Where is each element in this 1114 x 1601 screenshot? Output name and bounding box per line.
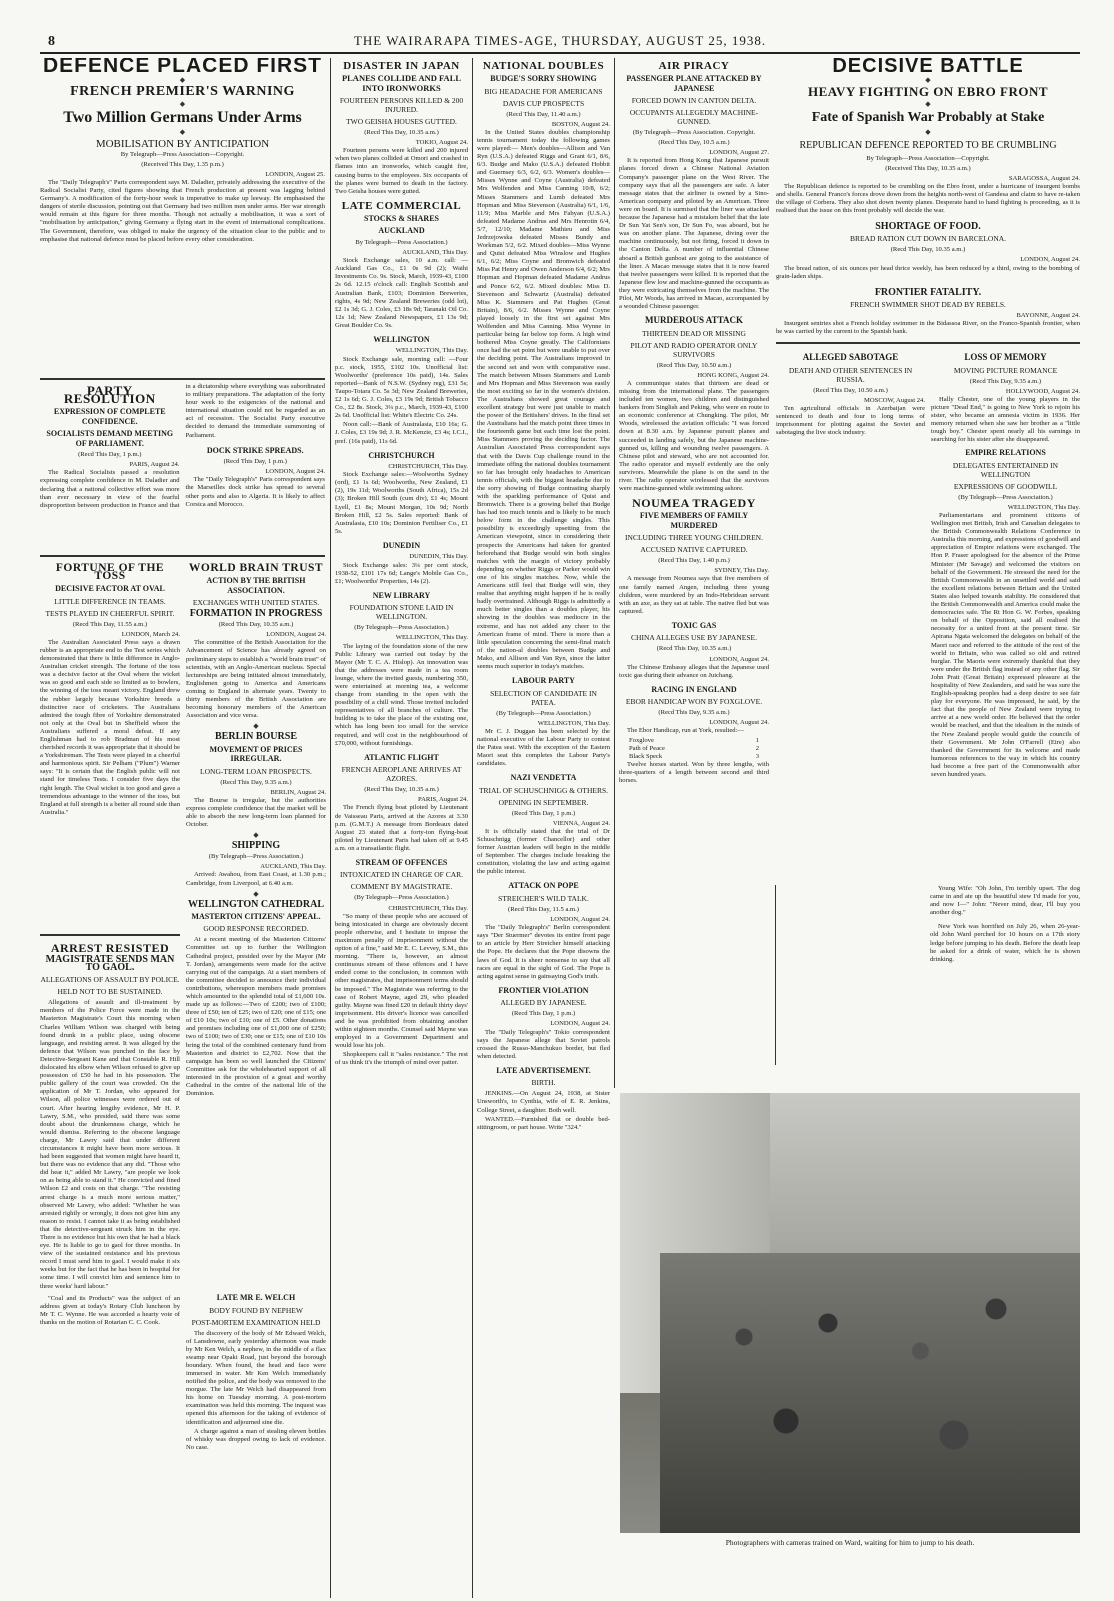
subheadline: OCCUPANTS ALLEGEDLY MACHINE-GUNNED. [629, 108, 759, 127]
headline: RACING IN ENGLAND [651, 684, 737, 694]
byline: (By Telegraph—Press Association.) [354, 894, 449, 902]
subheadline: BIRTH. [531, 1078, 556, 1088]
headline: DEFENCE PLACED FIRST [42, 58, 322, 77]
subheadline: FIVE MEMBERS OF FAMILY MURDERED [639, 511, 749, 530]
article-body: Mr C. J. Duggan has been selected by the national executive of the Labour Party to contest the Patea seat. With the exception of the Eastern Maori seat this completes the Labour Party's candidates. [477, 727, 610, 768]
article-sabotage [776, 350, 925, 780]
byline: (By Telegraph—Press Association.) [958, 493, 1053, 501]
article-body: Shopkeepers call it "sales resistance." The rest of us think it's the triumph of mind over patter. [335, 1051, 468, 1067]
received-time: (Recd This Day, 1 p.m.) [511, 1010, 576, 1018]
subheadline: LITTLE DIFFERENCE IN TEAMS. [54, 596, 166, 606]
subheadline: STOCKS & SHARES [364, 213, 439, 223]
dateline: DUNEDIN, This Day. [409, 553, 468, 561]
byline: By Telegraph—Press Association.) [355, 238, 448, 246]
headline: NEW LIBRARY [372, 590, 431, 600]
ornament-icon: ◆ [925, 76, 931, 85]
subheadline: STREICHER'S WILD TALK. [498, 893, 589, 903]
article-body: It is reported from Hong Kong that Japanese pursuit planes forced down a Chinese National Aviation Company's passenger plane on the West River. The company says that all the passengers are safe. A later message states that the airliner is owned by a Sino-American company and piloted by an American. Three were on board. It is surmised that the liner was attacked because the Japanese had a mistaken belief that the late Dr Sun Yat Sen's son, Dr Sun Fo, was aboard, but he was on another plane. The Japanese, diving over the machine continuously, but not firing, forced it down in the Canton Delta. A number of influential Chinese aboard a British gunboat are going to the assistance of the liner. A Macao message states that it is now feared that twelve passengers were killed. It is reported that the Japanese flew low and machine-gunned the occupants as they were extricating themselves from the machine. The Pilot, Mr Woods, has arrived in Macao, accompanied by a wounded Chinese passenger. [619, 157, 769, 311]
subheadline: ALLEGED BY JAPANESE. [500, 998, 587, 1008]
subheadline: FRENCH AEROPLANE ARRIVES AT AZORES. [341, 765, 462, 784]
headline: NAZI VENDETTA [510, 773, 577, 783]
dateline: CHRISTCHURCH, This Day. [388, 463, 468, 471]
byline: (By Telegraph—Press Association.) [208, 853, 304, 861]
dateline: SARAGOSSA, August 24. [1008, 174, 1080, 182]
article-body: The laying of the foundation stone of the new Public Library was carried out today by the Mayor (Mr T. C. A. Hislop). An innovation was that the addresses were made in a tea room lounge, where the invited guests, numbering 350, were entertained at morning tea, a welcome change from standing in the open with the possibility of a chill wind. Those invited included representatives of all branches of culture. The building is to take the place of the existing one, which has long been too small for the service required, and will cost in the neighbourhood of £70,000, without furnishings. [335, 642, 468, 747]
masthead [40, 30, 1080, 54]
race-place: 2 [755, 744, 759, 752]
received-time: (Recd This Day, 10.5 a.m.) [658, 139, 730, 147]
article-body: The committee of the British Association for the Advancement of Science has already agreed on preliminary steps to establish a "world brain trust" of scientists, with an Anglo-American nucleus. Special lectureships are being initiated almost immediately, Englishmen going to America and Americans coming to England in alternate years. Twenty to thirty members of the British Association are becoming honorary members of the American Association and vice versa. [186, 639, 326, 720]
article-body: Parliamentarians and prominent citizens of Wellington met British, Irish and Canadian delegates to the British Commonwealth Relations Conference in Australia this morning, and expressions of goodwill and appreciation of Empire relations were exchanged. The Hon P. Fraser apologised for the absence of the Prime Minister (Mr Savage) and welcomed the visitors on behalf of the Government. He stressed the need for the British Commonwealth in an unsettled world and said the excellent relations between Britain and the United States also helped towards stability. He considered that the British Commonwealth and America could make the democracies safe. The Rt Hon G. W. Forbes, speaking on behalf of the Opposition, said all realised the necessity for a united front at the present time. Sir Apirana Ngata welcomed the delegates on behalf of the Maori race and referred to the attitude of the rest of the world to Britain, who was called so old and retired burglar. The Maoris were extremely thankful that they were under the British flag instead of any other flag. Sir John Pratt (Great Britain) expressed pleasure at the hospitality of New Zealanders, and said he was sure the English-speaking peoples had a deep desire to see fair play for everyone. He was impressed, he said, by the fact that the people of New Zealand were trying to arrive at a new world order. He believed that the order would be reached, and that the idealism in the minds of the New Zealand people would guide the councils of their Government. Mr John O'Farrell (Eire) also thanked the Government for its welcome and made humorous references to the way in which his country had become a free part of the Commonwealth after seven hundred years. [931, 512, 1080, 778]
section-heading: CHRISTCHURCH [368, 450, 435, 460]
dateline: SYDNEY, This Day. [714, 567, 769, 575]
column-rule [614, 58, 615, 1088]
subheadline: DAVIS CUP PROSPECTS [502, 98, 585, 108]
subheadline: DECISIVE FACTOR AT OVAL [55, 584, 165, 594]
dateline: WELLINGTON, This Day. [395, 634, 468, 642]
dateline: PARIS, August 24. [418, 796, 468, 804]
received-time: (Recd This Day, 1 p.m.) [78, 451, 142, 459]
dateline: LONDON, August 24. [709, 655, 769, 663]
ornament-icon: ◆ [253, 831, 259, 840]
headline: DISASTER IN JAPAN [343, 60, 460, 72]
dateline: AUCKLAND, This Day. [402, 249, 468, 257]
headline: LATE COMMERCIAL [341, 199, 462, 212]
headline: SHORTAGE OF FOOD. [875, 221, 981, 233]
article-body: The Chinese Embassy alleges that the Japanese used toxic gas during their advance on Juichang. [619, 663, 769, 679]
subheadline: GOOD RESPONSE RECORDED. [203, 924, 309, 934]
received-time: (Recd This Day, 1 p.m.) [511, 809, 576, 817]
headline: NATIONAL DOUBLES [482, 60, 605, 72]
crowd-shape [660, 1253, 1080, 1533]
byline: (By Telegraph—Press Association. Copyright. [632, 129, 756, 137]
dateline: CHRISTCHURCH, This Day. [388, 904, 468, 912]
received-time: (Recd This Day, 9.35 a.m.) [220, 778, 292, 786]
article-body: Noon call:—Bank of Australasia, £10 16s; G. J. Coles, £3 19s 9d; J. R. McKenzie, £3 4s; I.C.I., pref. (16s paid), 11s 6d. [335, 421, 468, 445]
column-6-7 [776, 58, 1080, 880]
ornament-icon: ◆ [179, 100, 186, 109]
subheadline: HEAVY FIGHTING ON EBRO FRONT [807, 84, 1049, 100]
article-body: The discovery of the body of Mr Edward Welch, of Lansdowne, early yesterday afternoon was made by Mr Ken Welch, a nephew, in the middle of a flax swamp near Opaki Road, just beyond the borough boundary. When found, the head and face were immersed in water. Mr Ken Welch immediately notified the police, and the body was removed to the morgue. The late Mr Welch had disappeared from his home on Tuesday morning. A post-mortem examination was held this morning. The inquest was opened this afternoon for the taking of evidence of identification and adjourned sine die. [186, 1329, 326, 1426]
byline: (By Telegraph—Press Association.) [354, 624, 449, 632]
dateline: WELLINGTON, This Day. [537, 719, 610, 727]
subheadline: BODY FOUND BY NEPHEW [209, 1305, 303, 1315]
race-place: 3 [755, 752, 759, 760]
subheadline: TWO GEISHA HOUSES GUTTED. [346, 117, 457, 127]
photo-story: New York was horrified on July 26, when 26-year-old John Ward perched for 10 hours on a 17th story ledge before jumping to his death. Before the death leap he asked for a drink of water, which he is shown drinking. [930, 923, 1080, 963]
ornament-icon: ◆ [253, 722, 259, 731]
headline: AIR PIRACY [658, 60, 730, 72]
photo-caption: Photographers with cameras trained on Ward, waiting for him to jump to his death. [725, 1538, 975, 1547]
subheadline: HELD NOT TO BE SUSTAINED. [57, 987, 163, 997]
headline: PARTY RESOLUTION [63, 383, 156, 407]
subheadline: INTOXICATED IN CHARGE OF CAR. [340, 870, 463, 880]
subheadline: LONG-TERM LOAN PROSPECTS. [200, 766, 312, 776]
article-body: Allegations of assault and ill-treatment by members of the Police Force were made in the Masterton Magistrate's Court this morning when Charles William Wilson was charged with being found drunk in a public place, using obscene language, and resisting arrest. It was alleged by the defence that Wilson was punched in the face by Detective-Sergeant Kane and that Constable R. Hill dislocated his elbow when Wilson refused to give up possession of £50 he had in his possession. The public gallery of the court was crowded. On the application of Mr T. Jordan, who appeared for Wilson, all police witnesses were ordered out of court. After hearing lengthy evidence, Mr H. P. Lawry, S.M., who presided, said there was some doubt about the drunkenness charge, which he would dismiss. Referring to the obscene language charge, Mr Lawry said that under different circumstances it might have been more serious. It had been suggested that women might have heard it, but there was no evidence that any did. "Those who did hear it," added Mr Lawry, "are people we look on as being able to stand it." He convicted and fined Wilson £2 and costs on that charge. "The resisting arrest charge is a much more serious matter," observed Mr Lawry, who added: "Whether he was arrested rightly or wrongly, it does not give him any reason to resist. I cannot take it as being established that the detective-sergeant struck him in the eye. There is no evidence but his own that he had a black eye. He is liable to go to gaol for three months. In view of the sustained resistance and his previous record I must send him to gaol. I would make it six weeks but for the fact that he has been in hospital for some time. I will convict him and sentence him to three weeks' hard labour." [40, 999, 180, 1290]
article-body: The Republican defence is reported to be crumbling on the Ebro front, under a hurricane of insurgent bombs and shells. General Franco's forces drove down from the heights north-west of Gandesa and claim to have re-taken the village of Corbera. They also shot down twenty planes. Desperate hand to hand fighting is proceeding, as it is realised that the issue on this front probably will decide the war. [776, 182, 1080, 215]
article-body: The French flying boat piloted by Lieutenant de Vaisseau Paris, arrived at the Azores at 3.30 p.m. (G.M.T.) A message from Bordeaux dated August 23 stated that a forty-ton flying-boat piloted by Lieutenant Paris had taken off at 9.45 a.m. on a transatlantic flight. [335, 804, 468, 852]
dateline: LONDON, August 27. [709, 149, 769, 157]
subheadline: TRIAL OF SCHUSCHNIGG & OTHERS. [478, 785, 609, 795]
headline: SHIPPING [231, 840, 281, 852]
article-body: The Radical Socialists passed a resolution expressing complete confidence in M. Daladier and declaring that a national collective effort was more than ever necessary in view of the fearful disproportion between production in France and that in a dictatorship where everything was subordinated to military preparations. The adaptation of the forty hour week to the exigencies of the national and international situation could not be regarded as an act of recession. The Socialist Party executive decided to demand the immediate summoning of Parliament. [40, 383, 325, 509]
article-body: A communique states that thirteen are dead or missing from the international plane. The passengers included ten women, two children and distinguished bankers from Singlish and Peking, who were en route to an economic conference at Chungking. The pilot, Mr Woods, wirelessed the aviation officials: "I was forced down at 8.30 a.m. by Japanese pursuit planes and succeeded in landing safely, but the Japanese machine-gunned us, killing and wounding twelve passengers. A Chinese pilot and steward, who are not accounted for. The radio operator and myself evidently are the only survivors. Meanwhile the plane is on the sand in the river. The radio operator wirelessed that the survivors were machine-gunned while swimming ashore. [619, 379, 769, 493]
column-7-lower [930, 885, 1080, 1085]
subheadline: FRENCH PREMIER'S WARNING [70, 84, 295, 100]
subheadline: Two Million Germans Under Arms [63, 109, 302, 127]
headline: FORTUNE OF THE TOSS [55, 562, 165, 583]
subheadline: BIG HEADACHE FOR AMERICANS [484, 86, 603, 96]
received-time: (Recd This Day, 10.35 a.m.) [656, 645, 732, 653]
subheadline: FOURTEEN PERSONS KILLED & 200 INJURED. [339, 96, 464, 115]
received-time: (Recd This Day, 10.35 a.m.) [364, 786, 439, 794]
article-body: The bread ration, of six ounces per head thrice weekly, has been reduced by a third, owing to the bombing of grain-laden ships. [776, 264, 1080, 280]
headline: MURDEROUS ATTACK [645, 315, 743, 326]
received-time: (Recd This Day, 10.50 a.m.) [813, 386, 888, 394]
article-body: The Bourse is irregular, but the authorities express complete confidence that the market will be able to absorb the new long-term loan planned for October. [186, 796, 326, 828]
divider [40, 378, 325, 380]
headline: TOXIC GAS [671, 620, 717, 630]
article-body: Ten agricultural officials in Azerbaijan were sentenced to death and four to long terms of imprisonment for plotting against the Soviet and sabotaging the live stock industry. [776, 404, 925, 437]
subheadline: OPENING IN SEPTEMBER. [498, 797, 589, 807]
article-defence [40, 58, 325, 376]
headline: LABOUR PARTY [512, 676, 575, 686]
section-heading: WELLINGTON [373, 334, 430, 344]
article-arrest [40, 940, 180, 1560]
subheadline: ACCUSED NATIVE CAPTURED. [640, 545, 748, 555]
headline: FRONTIER VIOLATION [498, 985, 589, 995]
received-time: (Recd This Day, 1 p.m.) [223, 458, 287, 466]
headline: WELLINGTON CATHEDRAL [187, 898, 325, 910]
article-party [40, 383, 325, 553]
headline: ATLANTIC FLIGHT [364, 752, 439, 762]
article-body: At a recent meeting of the Masterton Citizens' Committee set up to further the Wellington Cathedral project, presided over by the Mayor (Mr T. Jordan), arrangements were made for the active carrying out of the campaign. At a start members of the committee decided to announce their individual contributions, whereupon members made promises which amounted to the splendid total of £1,600 10s. made up as follows:—Two of £200; two of £100; three of £50; ten of £25; two of £20; one of £15; one of £10 10s; two of £10; one of £5. Other donations and promises including one of £1,000 one of £250; two of £100; two of £30; one or £15; one of £10 10s bring the total of the combined centenary fund from Masterton and district to £2,702. Now that the campaign has been so well launched the Citizens' Committee ask for the wholehearted support of all interested in the provision of a great and worthy Cathedral in the centre of the national life of the Dominion. [186, 936, 326, 1098]
subheadline: PLANES COLLIDE AND FALL INTO IRONWORKS [341, 73, 462, 93]
news-photograph [620, 1093, 1080, 1533]
article-body: Stock Exchange sale, morning call: —Four p.c. stock, 1955, £102 10s. Unofficial list: Woolworths' (preference 10s paid), 14s. Sales reported—Bank of N.S.W. (Sydney reg), £31 5s; Taupo-Totara Co. 5s 3d; New Zealand Breweries, £2 1s 6d; G. J. Coles, £3 19s 9d; British Tobacco Co., £2 8s. Stock, 3¼ p.c., March, 1939-43, £100 2s 6d. Unofficial list: White's Electric Co. 24s. [335, 355, 468, 420]
sabotage-memory-row [776, 350, 1080, 780]
dateline: LONDON, August 24. [266, 631, 326, 639]
section-heading: DUNEDIN [382, 540, 421, 550]
headline: EMPIRE RELATIONS [965, 448, 1046, 458]
article-body: A message from Noumea says that five members of one family named Angen, including three young children, were murdered by an Indo-Hebridean servant with an axe, as they sat at table. The native fled but was captured. [619, 575, 769, 615]
article-body: Stock Exchange sales, 10 a.m. call: —Auckland Gas Co., £1 0s 9d (2); Waihi Investments Co. 9s. Stock, March, 1939-43, £100 2s 6d. 12.15 o'clock call: English Scottish and Australian Bank, £103; Dominion Breweries, rights, 4s 9d; New Zealand Breweries (odd lot), £2 1s 3d; G. J. Coles, £3 18s 9d; Taranaki Oil Co. 12s 1d; New Zealand Newspapers, £1 13s 9d; Great Boulder Co. 9s. [335, 257, 468, 329]
headline: ATTACK ON POPE [508, 881, 579, 891]
received-time: (Recd This Day, 10.35 a.m.) [364, 129, 439, 137]
horse-name: Path of Peace [629, 744, 665, 752]
article-body: Stock Exchange sales:—Woolworths Sydney (ord), £1 1s 6d; Woolworths, New Zealand, £1 (2), 19s 11d; Woolworths (South Africa), 15s 2d (3); Broken Hill South (cum div), £1 4s; Mount Lyell, £1 8s; Mount Morgan, 10s 9d; North Broken Hill, £2 5s. Sales reported: Bank of Australasia, £10 10s; Dominion Fertiliser Co., £1 5s. [335, 471, 468, 535]
joke: Young Wife: "Oh John, I'm terribly upset. The dog came in and ate up the beautiful stew I'd made for you, and now I—" John: "Never mind, dear, I'll buy you another dog." [930, 885, 1080, 917]
divider [40, 934, 180, 936]
column-rule [775, 885, 776, 1065]
article-body: Fourteen persons were killed and 200 injured when two planes collided at Omori and crashed in flames into an ironworks, which caught fire, causing burns to the employees. Six occupants of the planes were burned to death in the factory. Two Geisha houses were gutted. [335, 147, 468, 195]
race-place: 1 [755, 736, 759, 744]
headline: STREAM OF OFFENCES [355, 857, 448, 867]
subheadline: COMMENT BY MAGISTRATE. [350, 882, 453, 892]
subheadline: SOCIALISTS DEMAND MEETING OF PARLIAMENT. [46, 429, 174, 448]
horse-name: Black Speck [629, 752, 663, 760]
dateline: VIENNA, August 24. [552, 819, 610, 827]
article-body: The "Daily Telegraph's" Paris correspondent says the Marseilles dock strike has spread to several other ports and also to Algeria. It is likely to affect Corsica and Morocco. [185, 476, 325, 508]
column-5 [619, 58, 769, 1088]
advertisement: WANTED.—Furnished flat or double bed-sittingroom, or part house. Write "324." [477, 1115, 610, 1131]
ornament-icon: ◆ [925, 128, 931, 137]
dateline: LONDON, August 24. [550, 1020, 610, 1028]
article-body: It is officially stated that the trial of Dr Schuschnigg (former Chancellor) and other former Austrian leaders will begin in the middle of September. The charges include breaking the constitution, violating the law and acting against the public interest. [477, 827, 610, 876]
article-body: "So many of these people who are accused of being intoxicated in charge are obviously decent people otherwise, and I hesitate to impose the maximum penalty of imprisonment without the option of a fine," said Mr E. C. Levvey, S.M., this morning. "There is, however, an almost continuous stream of these offences and I have ended come to the conclusion, in common with other magistrates, that imprisonment terms should be imposed." The Magistrate was referring to the case of Robert Mayne, aged 29, who pleaded guilty. Mayne was fined £20 in default thirty days' imprisonment. His driver's licence was cancelled and he was prohibited from obtaining another within eighteen months. Counsel said Mayne was employed in a Government Department and would lose his job. [335, 912, 468, 1050]
headline: DOCK STRIKE SPREADS. [206, 445, 304, 455]
received-time: (Recd This Day, 9.35 a.m.) [658, 709, 730, 717]
subheadline: EBOR HANDICAP WON BY FOXGLOVE. [625, 697, 763, 707]
subheadline: MAGISTRATE SENDS MAN TO GAOL. [45, 954, 175, 974]
article-body: In the United States doubles championship tennis tournament today the following games were played:— Men's doubles—Allison and Van Ryn (U.S.A.) defeated Riggs and Grant 6/1, 8/6, 6/3. Budge and Mako (U.S.A.) defeated Hobbit and Guernsey 6/3, 6/2, 6/3. Women's doubles—Misses Wynne and Coyne (Australia) defeated Mrs Wolfenden and Miss Canning 10/8, 6/2; Misses Stammers and Lumb defeated Mrs Hopman and Miss Stevenson (Australia) 6/1, 1/6, 11/9; Miss Marble and Mrs Fabyan (U.S.A.) defeated Madame Andrus and Mrs Henrotin 6/4, 5/7, 12/10; Madame Mathieu and Miss Jedrzejowska defeated Misses Bundy and Workman 5/2, 6/2. Mixed doubles—Miss Wynne and Quist defeated Miss Winslow and Hughes 6/1, 6/2; Miss Coyne and Bromwich defeated Miss Pat Henry and Owen Anderson 6/4, 6/2; Mrs Hopman and Hopman defeated Madame Andrus and Ponce 6/2, 6/2. Mixed doubles: Miss D. Stevenson and Schwartz (Australia) defeated Miss K. Stammers and Pat Hughes (Great Britain), 8/6, 6/2. Misses Wynne and Coyne played loosely in the first set against Mrs Wolfenden and Miss Canning. Miss Wynne in particular being far below top form. A high wind bothered Miss Coyne greatly. The Californians once had the set point but were unable to put over the deciding point. The Australians improved in the second set and won with comparative ease. The match between Misses Stammers and Lumb and Mrs Hopman and Miss Stevenson was easily the most exciting so far in the women's division. The Australians showed great courage and excellent strategy but were just unable to match the power of the Britishers' drives. In the final set the Australians had the match point three times in the fourteenth game but each time lost the point. Miss Stammers proving the deciding factor. The Australian Associated Press correspondent says that with the Davis Cup challenge round in the immediate offing the national doubles tournament so far has brought only headaches to American tennis officials, with the biggest headache due to the sorry showing of Budge contrasting sharply with the sparkling performance of Quist and Bromwich. There is a growing belief that Budge has had too much tennis and is likely to be much below form in the challenge singles. This possibility is exceedingly upsetting from the American viewpoint, since in considering their prospects the Americans had taken for granted beforehand that Budge would win both singles matches with the margin of victory probably depending on whether Riggs or Parker would win one of his singles matches. Now, while the Americans still feel that Budge will win, they realise that anything might happen if he is really badly overtrained. Although Riggs is admittedly a much better singles than a doubles player, his showing in the doubles was mediocre in the extreme, and has not added any cheer to the American frame of mind. There is more than a little speculation concerning the semi-final match of the nation-al doubles between Budge and Mako, and Allison and Van Ryn, since the latter seems much superior in today's matches. [477, 128, 610, 670]
article-body: "Coal and its Products" was the subject of an address given at today's Rotary Club luncheon by Mr T. C. Wynne. He was accorded a hearty vote of thanks on the motion of Rotarian C. C. Cook. [40, 1294, 180, 1326]
subheadline: THIRTEEN DEAD OR MISSING [642, 328, 746, 338]
subheadline: ALLEGATIONS OF ASSAULT BY POLICE. [40, 975, 180, 985]
column-rule [472, 58, 473, 1598]
byline: By Telegraph—Press Association—Copyright. [866, 154, 990, 162]
article-body: Arrived: Awahou, from East Coast, at 1.30 p.m.; Cambridge, from Liverpool, at 6.40 a.m. [186, 871, 326, 887]
dateline: WELLINGTON, This Day. [395, 347, 468, 355]
subheadline: DELEGATES ENTERTAINED IN WELLINGTON [952, 460, 1059, 479]
subheadline: EXCHANGES WITH UNITED STATES. [192, 598, 320, 608]
subheadline: FORCED DOWN IN CANTON DELTA. [631, 96, 757, 106]
column-rule [330, 58, 331, 1598]
byline: By Telegraph—Press Association—Copyright. [120, 150, 245, 158]
dateline: AUCKLAND, This Day. [260, 863, 326, 871]
ornament-icon: ◆ [925, 100, 931, 109]
article-fortune [40, 560, 180, 932]
received-time: (Recd This Day, 10.50 a.m.) [656, 361, 732, 369]
subheadline: ACTION BY THE BRITISH ASSOCIATION. [206, 576, 306, 595]
received-time: (Received This Day, 1.35 p.m.) [141, 160, 224, 168]
subheadline: PILOT AND RADIO OPERATOR ONLY SURVIVORS [630, 340, 758, 359]
headline: FRONTIER FATALITY. [874, 286, 982, 298]
subheadline: MOVEMENT OF PRICES IRREGULAR. [209, 744, 303, 763]
dateline: BAYONNE, August 24. [1016, 311, 1080, 319]
divider [776, 342, 1080, 344]
headline: DECISIVE BATTLE [832, 58, 1024, 77]
byline: (By Telegraph—Press Association.) [496, 709, 591, 717]
received-time: (Received This Day, 10.35 a.m.) [885, 164, 971, 172]
headline: LOSS OF MEMORY [964, 352, 1047, 363]
dateline: LONDON, August 24. [1020, 256, 1080, 264]
dateline: LONDON, August 24. [265, 468, 325, 476]
article-body: The Ebor Handicap, run at York, resulted:— [627, 727, 745, 735]
subheadline: DEATH AND OTHER SENTENCES IN RUSSIA. [788, 365, 913, 384]
subheadline: FOUNDATION STONE LAID IN WELLINGTON. [349, 603, 454, 622]
ornament-icon: ◆ [253, 889, 259, 898]
deck: REPUBLICAN DEFENCE REPORTED TO BE CRUMBLING [799, 139, 1057, 151]
received-time: (Recd This Day, 9.35 a.m.) [969, 377, 1042, 385]
dateline: BERLIN, August 24. [270, 788, 326, 796]
article-body: The "Daily Telegraph's" Paris correspondent says M. Daladier, privately addressing the executive of the Radical Socialist Party, cited figures showing that French production at present was lagging behind Germany's. A modification of the forty-hour week is imperative to make up leeway. He emphasised the dangers of sterile discussion, pointing out that Germany had two million men under arms. Her war strength would remain at this figure for three months. Though not actually a mobilisation, it was a sort of "mobilisation by anticipation," giving Germany a flying start in the event of international complications. The Government, therefore, was obliged to make the urgency of the situation clear to the public and to emphasise that national defence must be placed before every other consideration. [40, 178, 325, 243]
received-time: (Recd This Day, 11.5 a.m.) [508, 905, 579, 913]
article-body: Hally Chester, one of the young players in the picture "Dead End," is going to New York to rejoin his sister, who became an amnesia victim in 1936. Her memory returned when she saw her brother as a "little tough boy." Chester spent nearly all his earnings in searching for his sister after she disappeared. [931, 395, 1080, 444]
received-time: (Recd This Day, 10.35 a.m.) [218, 621, 294, 629]
dateline: PARIS, August 24. [129, 461, 180, 469]
divider [40, 555, 325, 557]
subheadline: CHINA ALLEGES USE BY JAPANESE. [631, 633, 757, 643]
dateline: LONDON, March 24. [121, 630, 180, 638]
article-body: Stock Exchange sales: 3¼ per cent stock, 1938-52, £101 17s 6d; Lange's Mobile Gas Co., £1; Woolworths' Properties, 14s (2). [335, 561, 468, 585]
headline: ALLEGED SABOTAGE [802, 352, 899, 363]
race-result [619, 737, 769, 745]
race-result [619, 745, 769, 753]
article-body: The Australian Associated Press says a drawn rubber is an appropriate end to the Test series which demonstrated that there is little difference in Anglo-Australian cricket strength. The fortune of the toss was a decisive factor at the Oval where the wicket was so good and each side so limited as to bowlers, the winning of the toss meant victory. England drew the rubber largely because Yorkshire breeds a distinctive race of cricketers. The Australians admired the tough fibre of Yorkshire demonstrated not only at the Oval but in Sheffield where the Australians suffered a moral defeat. If any Englishman had to rob Bradman of his most cherished records it was appropriate that it should be a Yorkshireman. The Tests were played in a cheerful and harmonious spirit. Sir Pelham ("Plum") Warner says: "It is certain that the English public will not stand for timeless Tests. I consider five days the right length. The Oval wicket is too good and gave a tremendous advantage to the winner of the toss, but England at full strength is a better all round side than Australia." [40, 638, 180, 816]
received-time: (Recd This Day, 11.55 a.m.) [72, 620, 148, 628]
newspaper-title: THE WAIRARAPA TIMES-AGE, THURSDAY, AUGUST 25, 1938. [353, 33, 767, 48]
article-body: The "Daily Telegraph's" Berlin correspondent says "Der Stuermer" devotes its entire front page to an article by Herr Streicher himself attacking the Pope. He declares that the Pope disowns the laws of God. It is sheer nonsense to say that all races are equal in the sight of God. The Pope is acting against sense in gainsaying God's truth. [477, 924, 610, 980]
advertisement: JENKINS.—On August 24, 1938, at Sister Unsworth's, to Cynthia, wife of E. R. Jenkins, College Street, a daughter. Both well. [477, 1090, 610, 1114]
headline: BERLIN BOURSE [215, 731, 297, 743]
headline: LATE ADVERTISEMENT. [496, 1065, 591, 1075]
subheadline: INCLUDING THREE YOUNG CHILDREN. [625, 533, 763, 543]
ornament-icon: ◆ [179, 128, 186, 137]
dateline: BOSTON, August 24. [551, 120, 610, 128]
article-memory [931, 350, 1080, 780]
article-body: The "Daily Telegraph's" Tokio correspondent says the Japanese allege that Soviet patrols crossed the Russo-Manchukuo border, but fled when detected. [477, 1028, 610, 1060]
article-welch [186, 1290, 326, 1560]
dateline: HONG KONG, August 24. [697, 371, 769, 379]
subheadline: FORMATION IN PROGRESS [189, 608, 323, 620]
dateline: HOLLYWOOD, August 24. [1005, 387, 1080, 395]
subheadline: MOVING PICTURE ROMANCE [953, 365, 1058, 375]
section-heading: AUCKLAND [378, 226, 425, 236]
received-time: (Recd This Day, 10.35 a.m.) [890, 246, 966, 254]
headline: LATE MR E. WELCH [216, 1293, 296, 1302]
ornament-icon: ◆ [179, 76, 186, 85]
subheadline: BUDGE'S SORRY SHOWING [490, 74, 597, 84]
column-4 [477, 58, 610, 1558]
subheadline: SELECTION OF CANDIDATE IN PATEA. [490, 688, 597, 707]
headline: ARREST RESISTED [50, 941, 170, 955]
dateline: LONDON, August 24. [709, 719, 769, 727]
article-body: Insurgent sentries shot a French holiday swimmer in the Bidassoa River, on the Franco-Spanish frontier, when he was carried by the current to the Spanish bank. [776, 319, 1080, 335]
dateline: MOSCOW, August 24. [864, 396, 925, 404]
column-3 [335, 58, 468, 1558]
subheadline: EXPRESSION OF COMPLETE CONFIDENCE. [53, 407, 166, 426]
subheadline: FRENCH SWIMMER SHOT DEAD BY REBELS. [850, 299, 1006, 309]
dateline: TOKIO, August 24. [415, 139, 468, 147]
subheadline: POST-MORTEM EXAMINATION HELD [191, 1317, 321, 1327]
subheadline: BREAD RATION CUT DOWN IN BARCELONA. [849, 234, 1007, 244]
dateline: LONDON, August 25. [265, 170, 325, 178]
page-number: 8 [48, 34, 55, 49]
dateline: WELLINGTON, This Day. [1007, 503, 1080, 511]
article-body: Twelve horses started. Won by three lengths, with three-quarters of a length between second and third horses. [619, 760, 769, 785]
headline: WORLD BRAIN TRUST [188, 562, 324, 574]
subheadline: Fate of Spanish War Probably at Stake [811, 110, 1045, 126]
horse-name: Foxglove [629, 736, 654, 744]
subheadline: TESTS PLAYED IN CHEERFUL SPIRIT. [45, 608, 175, 618]
received-time: (Recd This Day, 1.40 p.m.) [658, 557, 730, 565]
subheadline: MASTERTON CITIZENS' APPEAL. [191, 911, 321, 921]
received-time: (Recd This Day, 11.40 a.m.) [506, 110, 581, 118]
race-result [619, 753, 769, 761]
dateline: LONDON, August 24. [550, 916, 610, 924]
headline: NOUMEA TRAGEDY [632, 496, 756, 511]
deck: MOBILISATION BY ANTICIPATION [95, 137, 270, 150]
article-body: A charge against a man of stealing eleven bottles of whisky was dropped owing to lack of evidence. No case. [186, 1427, 326, 1451]
subheadline: EXPRESSIONS OF GOODWILL [953, 481, 1058, 491]
subheadline: PASSENGER PLANE ATTACKED BY JAPANESE [626, 74, 762, 93]
